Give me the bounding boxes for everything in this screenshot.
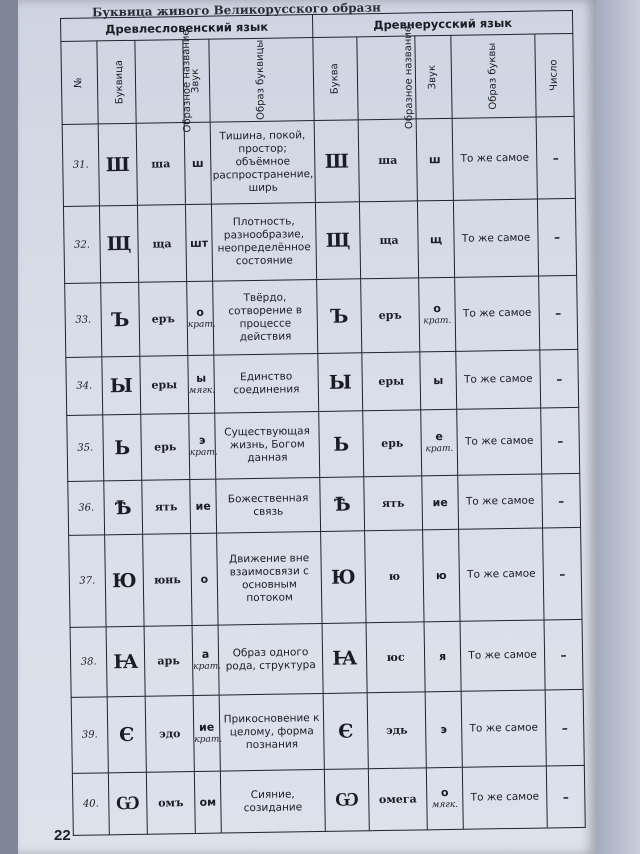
col-header-number-value: Число <box>535 33 574 117</box>
letters-table <box>60 10 586 836</box>
letter-sound: а крат. <box>192 625 219 695</box>
letter-number-value: – <box>537 198 576 276</box>
russian-letter-sound: ш <box>416 118 453 201</box>
row-number: 32. <box>63 206 100 284</box>
russian-letter-glyph: Ю <box>321 531 366 624</box>
letter-name: ща <box>137 205 186 283</box>
letter-sound: ш <box>184 122 211 204</box>
table-row <box>65 275 578 357</box>
bukvitsa-glyph: Ы <box>102 356 141 415</box>
table-row <box>63 198 576 283</box>
russian-letter-name: ща <box>359 201 418 279</box>
col-header-sound: Звук <box>183 39 210 122</box>
letter-meaning: Движение вне взаимосвязи с основным потоком <box>217 531 322 625</box>
russian-letter-glyph: Ѡ <box>324 769 369 832</box>
russian-letter-sound: о крат. <box>419 277 456 352</box>
bukvitsa-glyph: Ю <box>105 534 144 627</box>
col-header-number: № <box>61 41 98 125</box>
letter-number-value: – <box>543 527 582 620</box>
letter-sound: шт <box>185 204 212 281</box>
table-row <box>70 619 583 697</box>
russian-letter-name: ша <box>358 119 417 202</box>
russian-letter-glyph: Ꙗ <box>322 623 367 694</box>
letter-sound: ие крат. <box>193 695 220 771</box>
bukvitsa-glyph: Ѡ <box>108 772 147 835</box>
group-header-old-slavonic: Древлесловенский язык <box>61 15 313 42</box>
running-head: Буквица живого Великорусского образн <box>91 0 381 20</box>
letter-name: ять <box>142 480 191 535</box>
letter-meaning: Единство соединения <box>214 353 319 413</box>
russian-letter-glyph: Щ <box>315 202 360 280</box>
russian-letter-image: То же самое <box>459 528 544 621</box>
letter-number-value: – <box>539 275 578 350</box>
col-header-letter: Буква <box>313 37 358 121</box>
russian-letter-sound: ие <box>422 475 459 530</box>
russian-letter-name: еръ <box>361 278 420 353</box>
bukvitsa-glyph: Ъ <box>101 282 140 357</box>
letter-name: омъ <box>146 771 195 834</box>
letter-meaning: Образ одного рода, структура <box>218 623 323 695</box>
bukvitsa-glyph: Ш <box>98 123 137 206</box>
bukvitsa-glyph: Є <box>107 696 146 773</box>
table-row <box>71 689 584 773</box>
russian-letter-image: То же самое <box>457 408 542 475</box>
russian-letter-sound: о мягк. <box>426 767 463 830</box>
letter-sound: ы мягк. <box>188 355 215 413</box>
russian-letter-name: эдь <box>367 692 426 769</box>
russian-letter-glyph: Ѣ <box>320 477 365 532</box>
letter-meaning: Божественная связь <box>216 477 321 533</box>
col-header-sound-right: Звук <box>415 35 452 119</box>
russian-letter-image: То же самое <box>456 350 541 409</box>
table-row <box>68 473 581 535</box>
russian-letter-glyph: Ш <box>314 120 359 203</box>
russian-letter-sound: э <box>425 691 462 768</box>
letter-sound: ом <box>194 771 221 833</box>
russian-letter-glyph: Є <box>323 693 368 770</box>
col-header-name: Образное название <box>135 40 184 124</box>
russian-letter-name: омега <box>368 768 427 831</box>
russian-letter-glyph: Ы <box>318 353 363 412</box>
russian-letter-sound: ю <box>423 529 460 622</box>
russian-letter-image: То же самое <box>455 276 540 351</box>
russian-letter-name: ю <box>365 530 424 623</box>
letter-number-value: – <box>542 473 581 528</box>
russian-letter-name: ерь <box>363 410 422 477</box>
russian-letter-sound: ы <box>420 351 457 410</box>
bukvitsa-glyph: Ꙗ <box>106 626 145 697</box>
row-number: 34. <box>66 357 103 416</box>
russian-letter-image: То же самое <box>461 690 546 767</box>
russian-letter-image: То же самое <box>460 620 545 691</box>
row-number: 33. <box>65 283 102 358</box>
letter-sound: о крат. <box>187 281 214 355</box>
right-page-edge <box>590 0 640 854</box>
bukvitsa-glyph: Ь <box>103 414 142 481</box>
letter-name: еры <box>140 356 189 415</box>
col-header-bukvitsa: Буквица <box>97 40 136 124</box>
row-number: 36. <box>68 481 105 536</box>
letter-name: юнь <box>143 534 192 627</box>
letter-meaning: Плотность, разнообразие, неопределённое состояние <box>211 203 316 282</box>
table-row <box>67 407 580 481</box>
letter-number-value: – <box>541 407 580 474</box>
table-row <box>62 116 575 206</box>
letter-name: ерь <box>141 414 190 481</box>
row-number: 37. <box>69 535 106 628</box>
col-header-image: Образ буквицы <box>209 38 314 123</box>
table-row <box>72 765 585 835</box>
letter-meaning: Существующая жизнь, Богом данная <box>215 411 320 479</box>
letter-meaning: Тишина, покой, простор; объёмное распространение, ширь <box>210 121 315 205</box>
russian-letter-image: То же самое <box>452 117 537 200</box>
letter-name: эдо <box>145 695 194 772</box>
page-number: 22 <box>54 827 71 844</box>
col-header-name-right: Образное название <box>357 36 416 120</box>
bukvitsa-glyph: Щ <box>99 205 138 283</box>
letter-number-value: – <box>546 765 585 828</box>
russian-letter-image: То же самое <box>453 199 538 277</box>
letter-sound: э крат. <box>189 413 216 479</box>
letter-meaning: Прикосновение к целому, форма познания <box>219 693 324 771</box>
russian-letter-name: юс <box>366 622 425 693</box>
table-row <box>69 527 582 627</box>
letter-meaning: Твёрдо, сотворение в процессе действия <box>213 280 318 356</box>
bukvitsa-glyph: Ѣ <box>104 480 143 535</box>
letter-sound: ие <box>190 479 217 533</box>
letter-number-value: – <box>540 349 579 408</box>
row-number: 31. <box>62 124 99 207</box>
russian-letter-glyph: Ь <box>319 411 364 478</box>
row-number: 35. <box>67 415 104 482</box>
russian-letter-glyph: Ъ <box>317 279 362 354</box>
row-number: 40. <box>72 773 109 836</box>
group-header-old-russian: Древнерусский язык <box>313 10 573 37</box>
letter-name: арь <box>144 626 193 697</box>
russian-letter-name: ять <box>364 476 423 531</box>
russian-letter-image: То же самое <box>462 766 547 829</box>
russian-letter-image: То же самое <box>458 474 543 529</box>
col-header-image-right: Образ буквы <box>451 34 536 118</box>
letter-name: еръ <box>139 282 188 357</box>
row-number: 38. <box>70 627 107 698</box>
russian-letter-sound: щ <box>417 200 454 278</box>
letter-number-value: – <box>544 619 583 690</box>
letter-meaning: Сияние, созидание <box>220 769 325 833</box>
russian-letter-name: еры <box>362 352 421 411</box>
russian-letter-sound: я <box>424 621 461 692</box>
russian-letter-sound: е крат. <box>421 409 458 476</box>
letter-sound: о <box>191 533 218 625</box>
row-number: 39. <box>71 697 108 774</box>
letter-name: ша <box>136 123 185 206</box>
letter-number-value: – <box>545 689 584 766</box>
table-row <box>66 349 579 415</box>
letter-number-value: – <box>536 116 575 199</box>
